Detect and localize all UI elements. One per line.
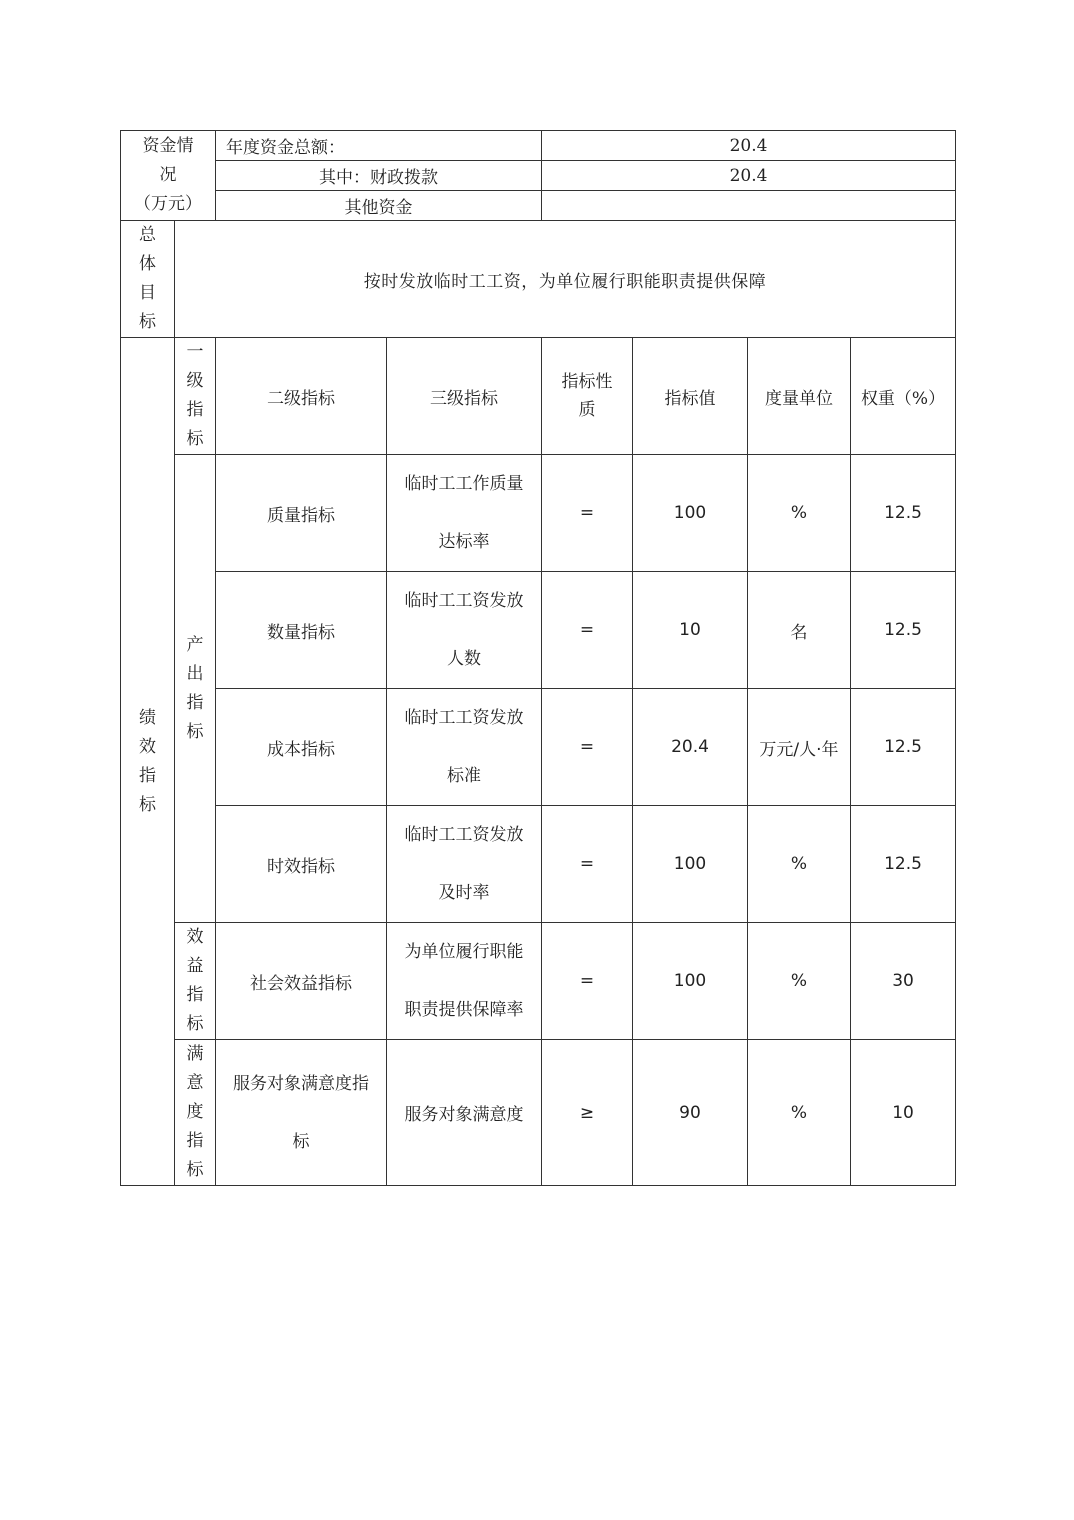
goal-label-char: 目 [139, 283, 156, 303]
fund-label-line: 资金情 [142, 136, 194, 156]
performance-label-char: 绩 [139, 707, 156, 728]
header-nature-line: 质 [578, 400, 596, 420]
performance-label-cell [121, 338, 175, 1186]
header-level1 [175, 338, 216, 455]
group-output-char: 产 [186, 634, 204, 655]
goal-label-char: 体 [139, 254, 156, 274]
performance-label-char: 指 [139, 765, 156, 786]
group-satisfaction [175, 1040, 216, 1186]
performance-label-char: 效 [139, 736, 156, 757]
fund-fiscal-value: 20.4 [542, 161, 956, 191]
row-level2: 质量指标 [216, 455, 387, 572]
table-row [121, 572, 956, 689]
group-output [175, 455, 216, 923]
table-row [121, 923, 956, 1040]
fund-fiscal-label: 其中：财政拨款 [216, 161, 542, 191]
header-weight: 权重（%） [851, 338, 956, 455]
header-value: 指标值 [633, 338, 748, 455]
group-satisfaction-char: 意 [186, 1073, 204, 1093]
header-level1-char: 标 [186, 429, 204, 449]
header-unit: 度量单位 [748, 338, 851, 455]
row-weight: 12.5 [851, 806, 956, 923]
row-nature: = [542, 806, 633, 923]
group-satisfaction-char: 满 [186, 1044, 204, 1064]
group-benefit-char: 标 [186, 1014, 204, 1034]
row-level2-line: 标 [292, 1131, 310, 1152]
row-level3-line: 人数 [447, 649, 481, 669]
header-level1-char: 级 [186, 371, 204, 391]
group-benefit [175, 923, 216, 1040]
row-value: 20.4 [633, 689, 748, 806]
row-unit: % [748, 455, 851, 572]
group-benefit-char: 效 [186, 927, 204, 947]
goal-label-char: 总 [139, 225, 156, 245]
goal-label-char: 标 [139, 312, 156, 332]
row-level3 [387, 806, 542, 923]
row-level3 [387, 923, 542, 1040]
fund-other-label: 其他资金 [216, 191, 542, 221]
row-level3 [387, 572, 542, 689]
row-level2-line: 服务对象满意度指 [233, 1073, 369, 1094]
table-row [121, 1040, 956, 1186]
performance-label-char: 标 [139, 794, 156, 815]
row-value: 10 [633, 572, 748, 689]
row-unit: 万元/人·年 [748, 689, 851, 806]
fund-other-value [542, 191, 956, 221]
row-level2 [216, 1040, 387, 1186]
row-weight: 30 [851, 923, 956, 1040]
group-benefit-char: 指 [186, 985, 204, 1005]
row-level2: 成本指标 [216, 689, 387, 806]
row-value: 100 [633, 923, 748, 1040]
goal-text: 按时发放临时工工资，为单位履行职能职责提供保障 [175, 221, 956, 338]
row-nature: ≥ [542, 1040, 633, 1186]
row-level3-line: 为单位履行职能 [404, 942, 524, 962]
row-nature: = [542, 923, 633, 1040]
row-level3-line: 临时工工资发放 [404, 708, 524, 728]
group-satisfaction-char: 标 [186, 1160, 204, 1180]
header-level2: 二级指标 [216, 338, 387, 455]
row-nature: = [542, 689, 633, 806]
header-level3: 三级指标 [387, 338, 542, 455]
row-weight: 12.5 [851, 689, 956, 806]
header-nature [542, 338, 633, 455]
row-level3 [387, 455, 542, 572]
row-unit: % [748, 923, 851, 1040]
fund-total-value: 20.4 [542, 131, 956, 161]
table-row [121, 455, 956, 572]
fund-total-label: 年度资金总额： [216, 131, 542, 161]
goal-label-cell [121, 221, 175, 338]
row-level3-line: 达标率 [438, 532, 490, 552]
row-weight: 10 [851, 1040, 956, 1186]
table-row [121, 689, 956, 806]
row-value: 100 [633, 455, 748, 572]
row-value: 90 [633, 1040, 748, 1186]
group-output-char: 指 [186, 692, 204, 713]
row-level3-line: 及时率 [438, 883, 490, 903]
row-level3: 服务对象满意度 [387, 1040, 542, 1186]
group-satisfaction-char: 指 [186, 1131, 204, 1151]
row-level2: 时效指标 [216, 806, 387, 923]
header-level1-char: 一 [186, 342, 204, 362]
header-nature-line: 指标性 [561, 372, 613, 392]
row-level3-line: 临时工工资发放 [404, 591, 524, 611]
row-level3-line: 临时工工作质量 [404, 474, 524, 494]
group-output-char: 标 [186, 721, 204, 742]
group-benefit-char: 益 [186, 956, 204, 976]
row-weight: 12.5 [851, 455, 956, 572]
row-level3-line: 临时工工资发放 [404, 825, 524, 845]
row-value: 100 [633, 806, 748, 923]
row-level2: 数量指标 [216, 572, 387, 689]
row-nature: = [542, 455, 633, 572]
fund-label-line: 况 [159, 165, 177, 185]
row-unit: % [748, 1040, 851, 1186]
fund-label-line: （万元） [134, 194, 202, 214]
row-nature: = [542, 572, 633, 689]
row-level3-line: 标准 [447, 766, 481, 786]
table-row [121, 806, 956, 923]
header-level1-char: 指 [186, 400, 204, 420]
fund-label-cell [121, 131, 216, 221]
group-satisfaction-char: 度 [186, 1102, 204, 1122]
group-output-char: 出 [186, 663, 204, 684]
performance-goal-table [120, 130, 956, 1186]
row-weight: 12.5 [851, 572, 956, 689]
row-unit: % [748, 806, 851, 923]
row-unit: 名 [748, 572, 851, 689]
row-level3-line: 职责提供保障率 [404, 1000, 524, 1020]
row-level2: 社会效益指标 [216, 923, 387, 1040]
row-level3 [387, 689, 542, 806]
